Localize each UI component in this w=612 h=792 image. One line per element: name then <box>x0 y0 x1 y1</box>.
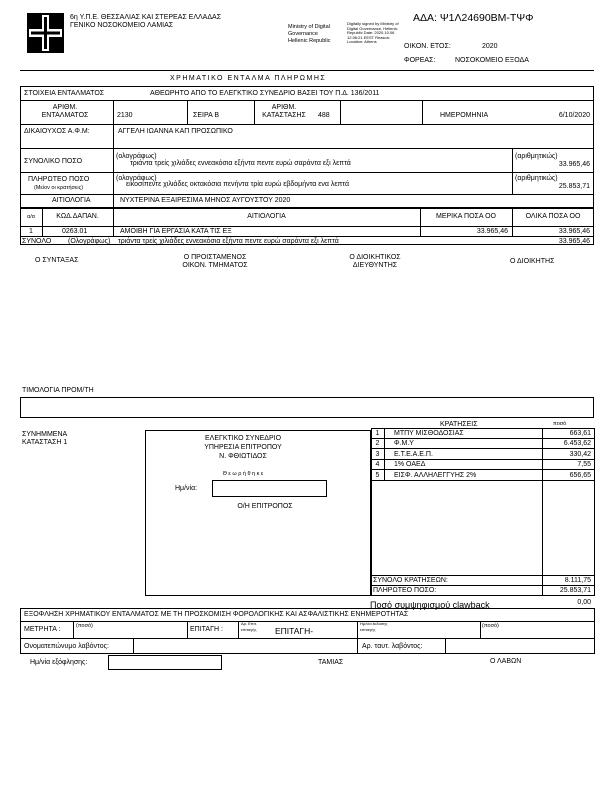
signature-head-line1: Ο ΠΡΟΙΣΤΑΜΕΝΟΣ <box>183 254 247 261</box>
digital-signature-block: Digitally signed by Ministry of Digital Governance, Hellenic Republic Date: 2020.10.06 12:36:21 EEST Reason: Location: Athens <box>347 21 399 44</box>
audit-heading <box>145 434 341 461</box>
recipient-id-label: Αρ. ταυτ. λαβόντος: <box>362 643 423 650</box>
sum-words: τριάντα τρείς χιλιάδες εννεακόσια εξήντα πεντε ευρώ σαράντα εξι λεπτά <box>118 238 339 245</box>
offset-amount: 0,00 <box>577 599 591 606</box>
registry-number: 488 <box>318 112 330 119</box>
signature-admin-line2: ΔΙΕΥΘΥΝΤΗΣ <box>352 262 398 269</box>
total-amount: 33.965,46 <box>558 161 590 168</box>
settlement-title: ΕΞΟΦΛΗΣΗ ΧΡΗΜΑΤΙΚΟΥ ΕΝΤΑΛΜΑΤΟΣ ΜΕ ΤΗ ΠΡΟΣΚΟΜΙΣΗ ΦΟΡΟΛΟΓΙΚΗΣ ΚΑΙ ΑΣΦΑΛΙΣΤΙΚΗΣ ΕΝΗΜΕΡΟΤΗΤΑΣ <box>24 611 409 618</box>
invoices-box <box>20 397 594 418</box>
attached-line-1: ΣΥΝΗΜΜΕΝΑ <box>22 431 68 438</box>
row-desc: ΑΜΟΙΒΗ ΓΙΑ ΕΡΓΑΣΙΑ ΚΑΤΑ ΤΙΣ ΕΞ <box>120 228 232 235</box>
row-partial: 33.965,46 <box>476 228 508 235</box>
signature-head <box>170 254 260 270</box>
reason-label: ΑΙΤΙΟΛΟΓΙΑ <box>52 197 91 204</box>
audit-line3: Ν. ΦΘΙΩΤΙΔΟΣ <box>219 453 267 460</box>
agency-label: ΦΟΡΕΑΣ: <box>404 57 436 64</box>
order-number-label: ΑΡΙΘΜ. ΕΝΤΑΛΜΑΤΟΣ <box>41 104 89 119</box>
payable-sub-label: (Μείον οι κρατήσεις) <box>34 185 84 191</box>
audit-date-label: Ημ/νία: <box>175 485 198 492</box>
total-numeric-label: (αριθμητικώς) <box>515 153 558 160</box>
hospital-logo <box>27 13 64 53</box>
signature-compiler: Ο ΣΥΝΤΑΞΑΣ <box>35 257 79 264</box>
org-line-2: ΓΕΝΙΚΟ ΝΟΣΟΚΟΜΕΙΟ ΛΑΜΙΑΣ <box>70 22 174 29</box>
org-line-1: 6η Υ.Π.Ε. ΘΕΣΣΑΛΙΑΣ ΚΑΙ ΣΤΕΡΕΑΣ ΕΛΛΑΔΑΣ <box>70 14 222 21</box>
col-code: ΚΩΔ.ΔΑΠΑΝ. <box>56 213 99 220</box>
col-total: ΟΛΙΚΑ ΠΟΣΑ ΟΟ <box>525 213 581 220</box>
recipient-label: Ονοματεπώνυμο λαβόντος: <box>24 643 109 650</box>
payable-label: ΠΛΗΡΩΤΕΟ ΠΟΣΟ <box>28 176 90 183</box>
signature-head-line2: ΟΙΚΟΝ. ΤΜΗΜΑΤΟΣ <box>182 262 248 269</box>
order-series: ΣΕΙΡΑ Β <box>193 112 219 119</box>
approval-statement: ΑΘΕΩΡΗΤΟ ΑΠΟ ΤΟ ΕΛΕΓΚΤΙΚΟ ΣΥΝΕΔΡΙΟ ΒΑΣΕΙ ΤΟΥ Π.Δ. 136/2011 <box>150 90 380 97</box>
col-aa: α/α <box>27 214 35 220</box>
total-words-label: (ολογράφως) <box>116 153 157 160</box>
reason: ΝΥΧΤΕΡΙΝΑ ΕΞΑΙΡΕΣΙΜΑ ΜΗΝΟΣ ΑΥΓΟΥΣΤΟΥ 2020 <box>120 197 291 204</box>
signature-admin <box>340 254 410 270</box>
total-words: τριάντα τρείς χιλιάδες εννεακόσια εξήντα πεντε ευρώ σαράντα εξι λεπτά <box>130 160 351 167</box>
deductions-header: ΚΡΑΤΗΣΕΙΣ <box>440 421 478 428</box>
payable-words-label: (ολογράφως) <box>116 175 157 182</box>
sum-amount: 33.965,46 <box>558 238 590 245</box>
ministry-line-3: Hellenic Republic <box>288 38 331 44</box>
payment-date-label: Ημ/νία εξόφλησης: <box>30 659 88 666</box>
ada-number: ΑΔΑ: Ψ1Λ24690ΒΜ-ΤΨΦ <box>413 12 534 24</box>
ministry-line-2: Governance <box>288 31 318 37</box>
cash-amount-label: (ποσό) <box>76 623 93 629</box>
check-label: ΕΠΙΤΑΓΗ : <box>190 626 223 633</box>
row-code: 0263.01 <box>62 228 88 235</box>
attached-line-2: ΚΑΤΑΣΤΑΣΗ 1 <box>22 439 68 446</box>
invoices-label: ΤΙΜΟΛΟΓΙΑ ΠΡΟΜ/ΤΗ <box>22 387 94 394</box>
check-amount-label: (ποσό) <box>482 623 499 629</box>
deductions-amount-header: ποσό <box>553 421 567 427</box>
sum-words-label: (Ολογράφως) <box>68 238 111 245</box>
audit-line1: ΕΛΕΓΚΤΙΚΟ ΣΥΝΕΔΡΙΟ <box>204 435 282 442</box>
payable-amount: 25.853,71 <box>558 183 590 190</box>
net-payable: 25.853,71 <box>559 587 591 594</box>
beneficiary: ΑΓΓΕΛΗ ΙΩΑΝΝΑ ΚΑΠ ΠΡΟΣΩΠΙΚΟ <box>118 128 233 135</box>
sum-label: ΣΥΝΟΛΟ <box>22 238 52 245</box>
check-number-label-2: επιταγής <box>241 627 257 632</box>
row-total: 33.965,46 <box>558 228 590 235</box>
payable-words: εικοσιπεντε χιλιάδες οκτακόσια πενήντα τρία ευρώ εβδομήντα ενα λεπτά <box>126 181 350 188</box>
audit-line2: ΥΠΗΡΕΣΙΑ ΕΠΙΤΡΟΠΟΥ <box>204 444 282 451</box>
net-payable-label: ΠΛΗΡΩΤΕΟ ΠΟΣΟ: <box>373 587 437 594</box>
signature-admin-line1: Ο ΔΙΟΙΚΗΤΙΚΟΣ <box>349 254 401 261</box>
audit-date-field[interactable] <box>212 480 327 497</box>
col-desc: ΑΙΤΙΟΛΟΓΙΑ <box>247 213 286 220</box>
fiscal-year: 2020 <box>482 43 498 50</box>
fiscal-year-label: ΟΙΚΟΝ. ΕΤΟΣ: <box>404 43 451 50</box>
beneficiary-label: ΔΙΚΑΙΟΥΧΟΣ Α.Φ.Μ: <box>24 128 90 135</box>
check-date-label: Ημ/νία έκδοσης <box>360 621 388 626</box>
payment-date-field[interactable] <box>108 655 222 670</box>
agency: ΝΟΣΟΚΟΜΕΙΟ ΕΞΟΔΑ <box>455 57 529 64</box>
check-value: ΕΠΙΤΑΓΗ- <box>275 626 314 636</box>
date-label: ΗΜΕΡΟΜΗΝΙΑ <box>440 112 489 119</box>
registry-label: ΑΡΙΘΜ. ΚΑΤΑΣΤΑΣΗΣ <box>262 104 306 119</box>
signature-governor: Ο ΔΙΟΙΚΗΤΗΣ <box>510 258 555 265</box>
payable-numeric-label: (αριθμητικώς) <box>515 175 558 182</box>
ministry-line-1: Ministry of Digital <box>288 24 330 30</box>
check-date-label-2: επιταγής <box>360 627 376 632</box>
audit-commissioner: Ο/Η ΕΠΙΤΡΟΠΟΣ <box>237 503 293 510</box>
order-section-label: ΣΤΟΙΧΕΙΑ ΕΝΤΑΛΜΑΤΟΣ <box>24 90 105 97</box>
row-aa: 1 <box>29 228 33 235</box>
total-label: ΣΥΝΟΛΙΚΟ ΠΟΣΟ <box>24 158 83 165</box>
audit-approved: Θ ε ω ρ ή θ η κ ε <box>222 471 264 477</box>
check-number-label: Αρ. Επιτ. <box>241 621 258 626</box>
document-title: ΧΡΗΜΑΤΙΚΟ ΕΝΤΑΛΜΑ ΠΛΗΡΩΜΗΣ <box>170 75 327 82</box>
cash-label: ΜΕΤΡΗΤΑ : <box>24 626 61 633</box>
divider <box>20 70 594 71</box>
deductions-total: 8.111,75 <box>564 577 591 584</box>
order-number: 2130 <box>117 112 133 119</box>
cashier-label: ΤΑΜΙΑΣ <box>318 659 344 666</box>
col-partial: ΜΕΡΙΚΑ ΠΟΣΑ ΟΟ <box>436 213 496 220</box>
deductions-total-label: ΣΥΝΟΛΟ ΚΡΑΤΗΣΕΩΝ: <box>373 577 448 584</box>
offset-label: Ποσό συμψηφισμού clawback <box>370 600 490 610</box>
order-date: 6/10/2020 <box>558 112 590 119</box>
receiver-label: Ο ΛΑΒΩΝ <box>490 658 522 665</box>
